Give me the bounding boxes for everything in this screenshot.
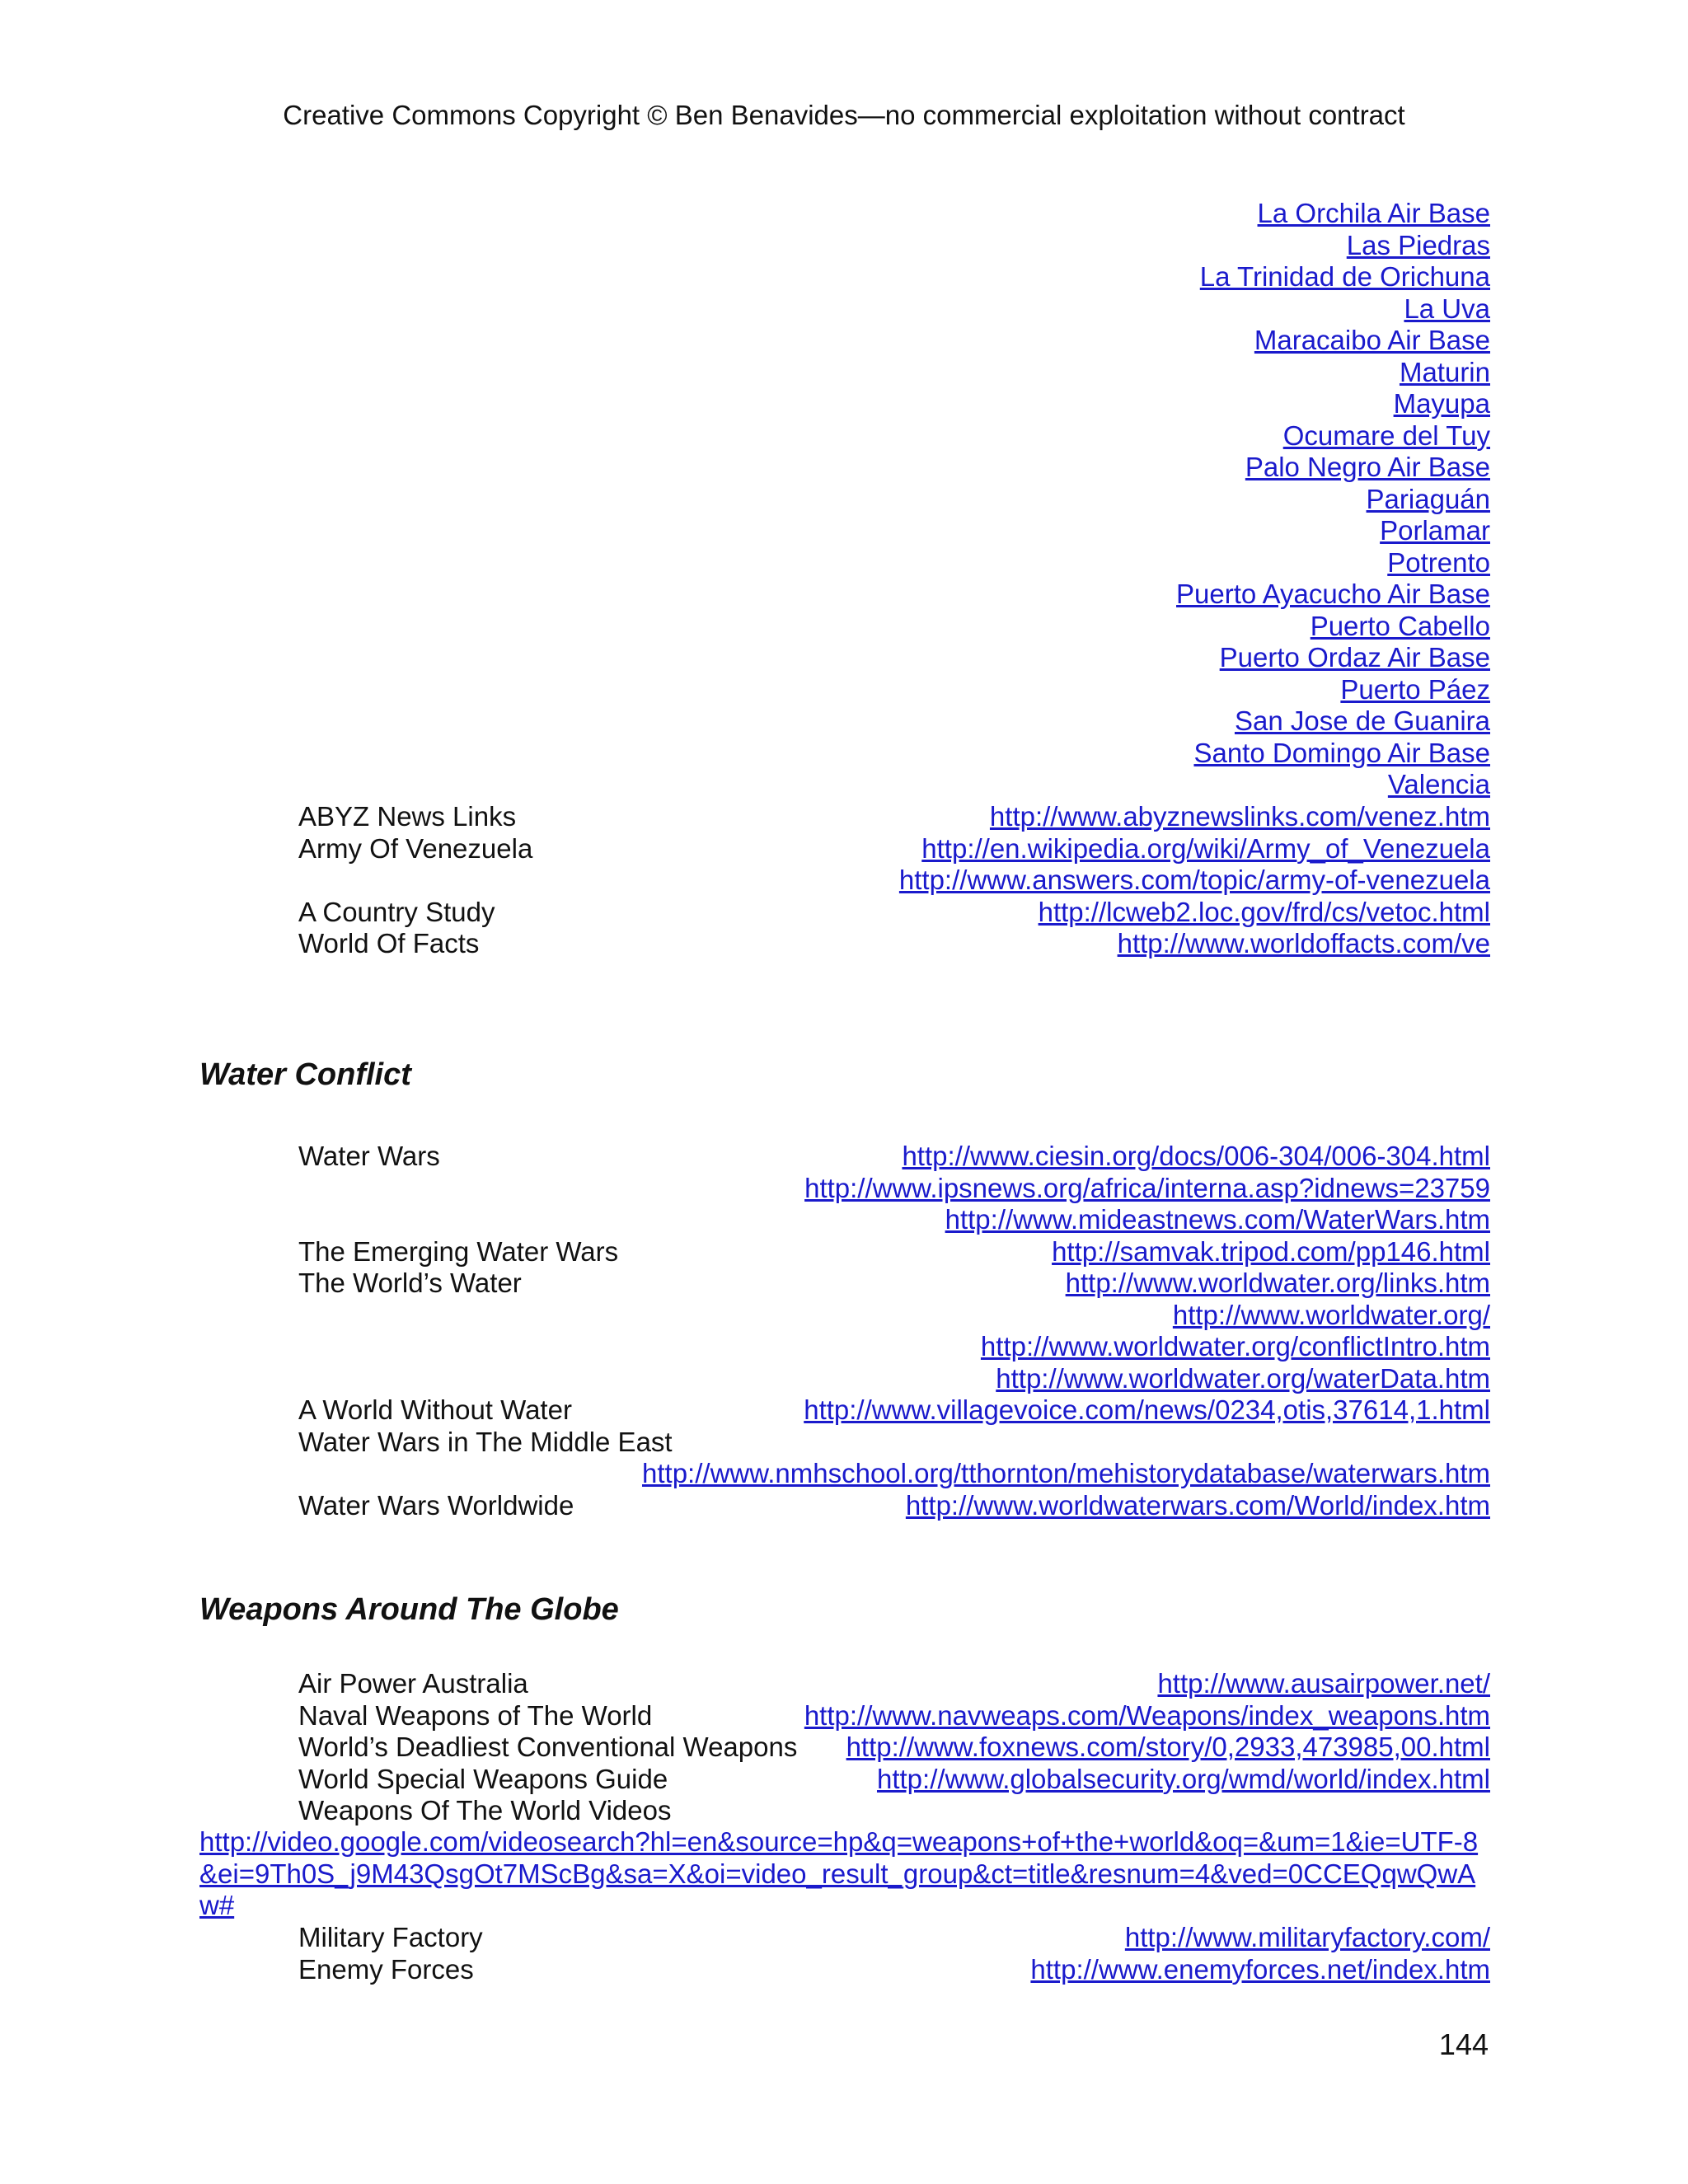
- link-row: [0, 1236, 1688, 1268]
- weapons-links-more: [0, 1922, 1688, 1985]
- air-base-link[interactable]: Porlamar: [1380, 515, 1490, 546]
- row-link[interactable]: http://www.ipsnews.org/africa/interna.asp?idnews=23759: [804, 1172, 1490, 1203]
- row-link[interactable]: http://www.worldwater.org/waterData.htm: [996, 1362, 1490, 1394]
- link-row: [0, 897, 1688, 929]
- weapons-videos-link[interactable]: http://video.google.com/videosearch?hl=en&source=hp&q=weapons+of+the+world&oq=&um=1&ie=UTF-8&ei=9Th0S_j9M43QsgOt7MScBg&sa=X&oi=video_result_group&ct=title&resnum=4&ved=0CCEQqwQwAw#: [199, 1826, 1479, 1920]
- row-label: Naval Weapons of The World: [298, 1699, 653, 1731]
- row-link[interactable]: http://samvak.tripod.com/pp146.html: [1052, 1235, 1490, 1267]
- row-link[interactable]: http://www.militaryfactory.com/: [1124, 1922, 1490, 1952]
- row-link[interactable]: http://www.villagevoice.com/news/0234,otis,37614,1.html: [804, 1394, 1490, 1425]
- air-base-link[interactable]: Mayupa: [1393, 388, 1490, 419]
- row-label: The World’s Water: [298, 1268, 522, 1298]
- row-label: ABYZ News Links: [298, 801, 517, 832]
- link-row: [0, 1394, 1688, 1427]
- row-label: World Of Facts: [298, 928, 480, 958]
- row-link[interactable]: http://www.worldwater.org/: [1172, 1299, 1490, 1330]
- link-row: [0, 1764, 1688, 1796]
- row-link[interactable]: http://www.worldwater.org/conflictIntro.htm: [980, 1331, 1490, 1361]
- section-title-water-conflict: Water Conflict: [199, 1057, 411, 1092]
- water-conflict-links: [0, 1141, 1688, 1521]
- air-base-link[interactable]: Santo Domingo Air Base: [1193, 737, 1490, 768]
- air-base-link[interactable]: Puerto Páez: [1340, 673, 1490, 705]
- row-label: A World Without Water: [298, 1394, 572, 1425]
- air-base-link[interactable]: La Orchila Air Base: [1257, 198, 1490, 228]
- row-link[interactable]: http://www.answers.com/topic/army-of-venezuela: [898, 865, 1490, 895]
- row-link[interactable]: http://www.worldoffacts.com/ve: [1117, 928, 1490, 958]
- link-row: [0, 1668, 1688, 1700]
- link-row: [0, 1922, 1688, 1954]
- air-base-link[interactable]: Maturin: [1399, 356, 1490, 387]
- row-label: A Country Study: [298, 896, 495, 927]
- row-label: World Special Weapons Guide: [298, 1763, 668, 1794]
- link-row: [0, 1300, 1688, 1332]
- link-row: [0, 1268, 1688, 1300]
- air-base-link[interactable]: Maracaibo Air Base: [1254, 325, 1490, 355]
- row-label: Weapons Of The World Videos: [298, 1795, 672, 1825]
- row-link[interactable]: http://www.foxnews.com/story/0,2933,473985,00.html: [846, 1732, 1490, 1762]
- air-base-link[interactable]: Valencia: [1387, 769, 1490, 799]
- air-base-link[interactable]: Palo Negro Air Base: [1245, 452, 1490, 482]
- air-base-link[interactable]: Las Piedras: [1346, 229, 1490, 260]
- row-link[interactable]: http://www.worldwaterwars.com/World/index.htm: [905, 1489, 1490, 1521]
- row-label: Air Power Australia: [298, 1668, 528, 1699]
- link-row: [0, 1173, 1688, 1205]
- link-row: [0, 1732, 1688, 1764]
- air-base-link[interactable]: San Jose de Guanira: [1234, 705, 1490, 736]
- row-label: Army Of Venezuela: [298, 832, 533, 864]
- link-row: [0, 801, 1688, 833]
- air-base-link[interactable]: Pariaguán: [1366, 483, 1490, 514]
- link-row: [0, 1490, 1688, 1522]
- row-link[interactable]: http://www.ciesin.org/docs/006-304/006-304.html: [902, 1141, 1490, 1171]
- air-base-link[interactable]: Ocumare del Tuy: [1282, 419, 1490, 451]
- page-number: 144: [1438, 2027, 1489, 2061]
- row-link[interactable]: http://www.abyznewslinks.com/venez.htm: [989, 801, 1490, 832]
- air-base-link[interactable]: La Uva: [1404, 293, 1490, 324]
- link-row: [0, 928, 1688, 960]
- air-base-link[interactable]: Puerto Cabello: [1310, 610, 1490, 641]
- link-row: [0, 1204, 1688, 1236]
- row-label: Water Wars Worldwide: [298, 1489, 574, 1521]
- link-row: [0, 1458, 1688, 1490]
- row-link[interactable]: http://www.worldwater.org/links.htm: [1065, 1268, 1490, 1298]
- row-label: The Emerging Water Wars: [298, 1235, 619, 1267]
- link-row: [0, 1795, 1688, 1827]
- link-row: [0, 1700, 1688, 1732]
- row-link[interactable]: http://en.wikipedia.org/wiki/Army_of_Venezuela: [921, 832, 1490, 864]
- section-title-weapons: Weapons Around The Globe: [199, 1592, 619, 1627]
- link-row: [0, 1331, 1688, 1363]
- row-link[interactable]: http://www.mideastnews.com/WaterWars.htm: [945, 1204, 1490, 1235]
- air-base-link[interactable]: La Trinidad de Orichuna: [1199, 261, 1490, 292]
- row-link[interactable]: http://www.enemyforces.net/index.htm: [1030, 1953, 1490, 1985]
- link-row: [0, 865, 1688, 897]
- weapons-links: [0, 1668, 1688, 1827]
- copyright-header: Creative Commons Copyright © Ben Benavides—no commercial exploitation without contract: [283, 100, 1405, 130]
- row-label: Water Wars: [298, 1141, 440, 1171]
- row-label: Enemy Forces: [298, 1953, 474, 1985]
- row-link[interactable]: http://lcweb2.loc.gov/frd/cs/vetoc.html: [1038, 896, 1490, 927]
- row-label: World’s Deadliest Conventional Weapons: [298, 1732, 798, 1762]
- link-row: [0, 833, 1688, 865]
- air-base-links: [501, 198, 1490, 801]
- air-base-link[interactable]: Potrento: [1387, 546, 1490, 578]
- air-base-link[interactable]: Puerto Ayacucho Air Base: [1176, 579, 1490, 609]
- row-link[interactable]: http://www.navweaps.com/Weapons/index_weapons.htm: [804, 1699, 1490, 1731]
- link-row: [0, 1141, 1688, 1173]
- row-link[interactable]: http://www.ausairpower.net/: [1157, 1668, 1490, 1699]
- link-row: [0, 1363, 1688, 1395]
- row-link[interactable]: http://www.globalsecurity.org/wmd/world/index.html: [876, 1763, 1490, 1794]
- row-label: Military Factory: [298, 1922, 483, 1952]
- venezuela-links: [0, 801, 1688, 960]
- row-link[interactable]: http://www.nmhschool.org/tthornton/mehistorydatabase/waterwars.htm: [642, 1458, 1490, 1488]
- link-row: [0, 1954, 1688, 1986]
- row-label: Water Wars in The Middle East: [298, 1426, 673, 1457]
- air-base-link[interactable]: Puerto Ordaz Air Base: [1219, 642, 1490, 673]
- link-row: [0, 1427, 1688, 1459]
